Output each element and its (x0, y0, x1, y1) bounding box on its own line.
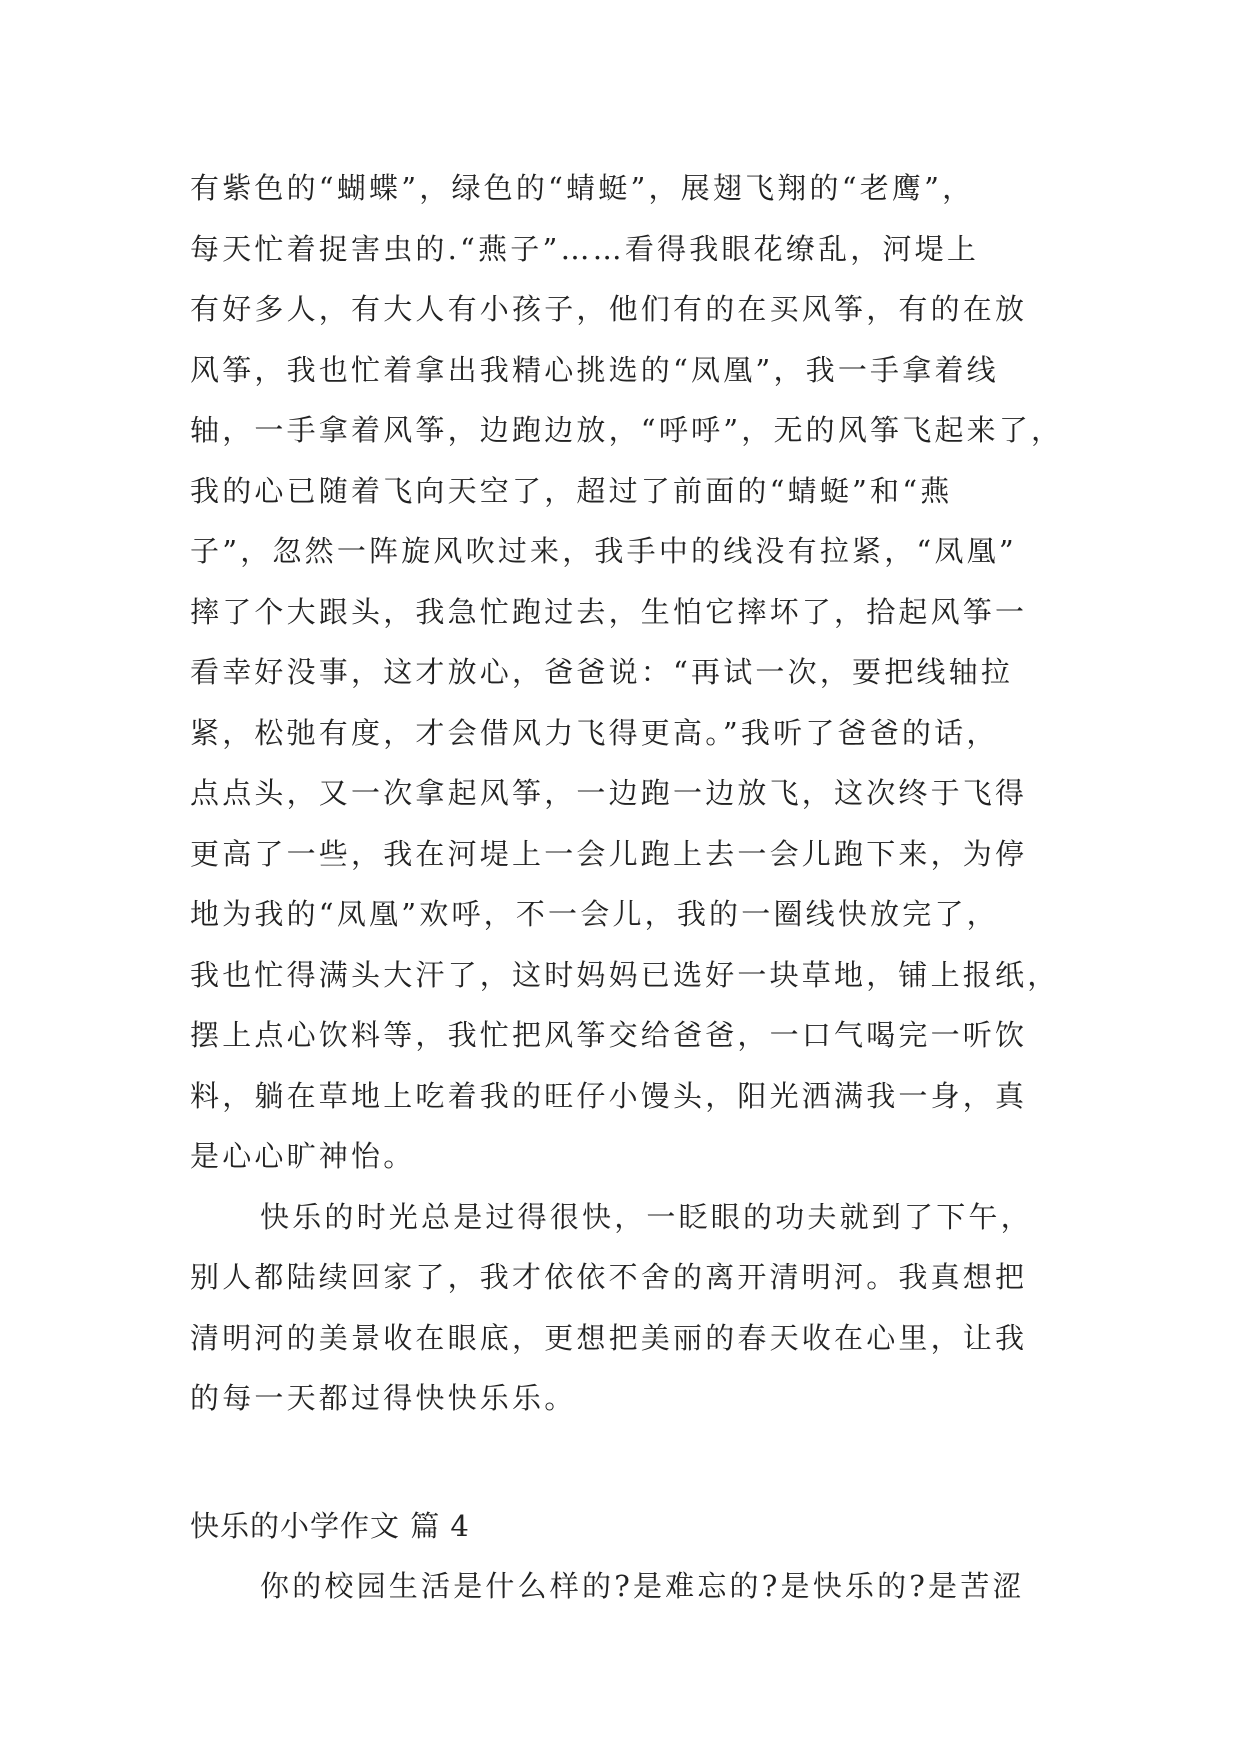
text-line: 摆上点心饮料等，我忙把风筝交给爸爸，一口气喝完一听饮 (190, 1018, 1028, 1052)
text-line: 看幸好没事，这才放心，爸爸说：“再试一次，要把线轴拉 (190, 655, 1014, 689)
text-line: 的每一天都过得快快乐乐。 (190, 1381, 577, 1415)
text-line: 更高了一些，我在河堤上一会儿跑上去一会儿跑下来，为停 (190, 836, 1028, 871)
text-line: 你的校园生活是什么样的?是难忘的?是快乐的?是苦涩 (260, 1569, 1025, 1603)
text-line: 别人都陆续回家了，我才依依不舍的离开清明河。我真想把 (190, 1260, 1028, 1294)
section-heading: 快乐的小学作文 篇 4 (190, 1508, 470, 1543)
text-line: 点点头，又一次拿起风筝，一边跑一边放飞，这次终于飞得 (190, 776, 1028, 810)
text-line: 料，躺在草地上吃着我的旺仔小馒头，阳光洒满我一身，真 (190, 1078, 1028, 1113)
text-line: 我也忙得满头大汗了，这时妈妈已选好一块草地，铺上报纸， (190, 957, 1060, 992)
text-line: 是心心旷神怡。 (190, 1139, 416, 1173)
document-body (190, 158, 1070, 1617)
text-line: 每天忙着捉害虫的.“燕子”……看得我眼花缭乱，河堤上 (190, 231, 980, 266)
text-line: 有好多人，有大人有小孩子，他们有的在买风筝，有的在放 (190, 292, 1028, 326)
text-line: 有紫色的“蝴蝶”，绿色的“蜻蜓”，展翅飞翔的“老鹰”， (190, 171, 975, 205)
text-line: 子”，忽然一阵旋风吹过来，我手中的线没有拉紧，“凤凰” (190, 534, 1017, 568)
text-line: 紧，松弛有度，才会借风力飞得更高。”我听了爸爸的话， (190, 715, 999, 750)
text-line: 地为我的“凤凰”欢呼，不一会儿，我的一圈线快放完了， (190, 897, 999, 931)
text-line: 轴，一手拿着风筝，边跑边放，“呼呼”，无的风筝飞起来了， (190, 413, 1064, 447)
text-line: 快乐的时光总是过得很快，一眨眼的功夫就到了下午， (260, 1199, 1033, 1234)
text-line: 我的心已随着飞向天空了，超过了前面的“蜻蜓”和“燕 (190, 473, 953, 508)
text-line: 风筝，我也忙着拿出我精心挑选的“凤凰”，我一手拿着线 (190, 352, 999, 387)
paragraph (190, 1187, 1070, 1429)
paragraph (190, 1556, 1070, 1617)
text-line: 摔了个大跟头，我急忙跑过去，生怕它摔坏了，拾起风筝一 (190, 594, 1028, 629)
paragraph (190, 158, 1070, 1187)
text-line: 清明河的美景收在眼底，更想把美丽的春天收在心里，让我 (190, 1320, 1028, 1355)
